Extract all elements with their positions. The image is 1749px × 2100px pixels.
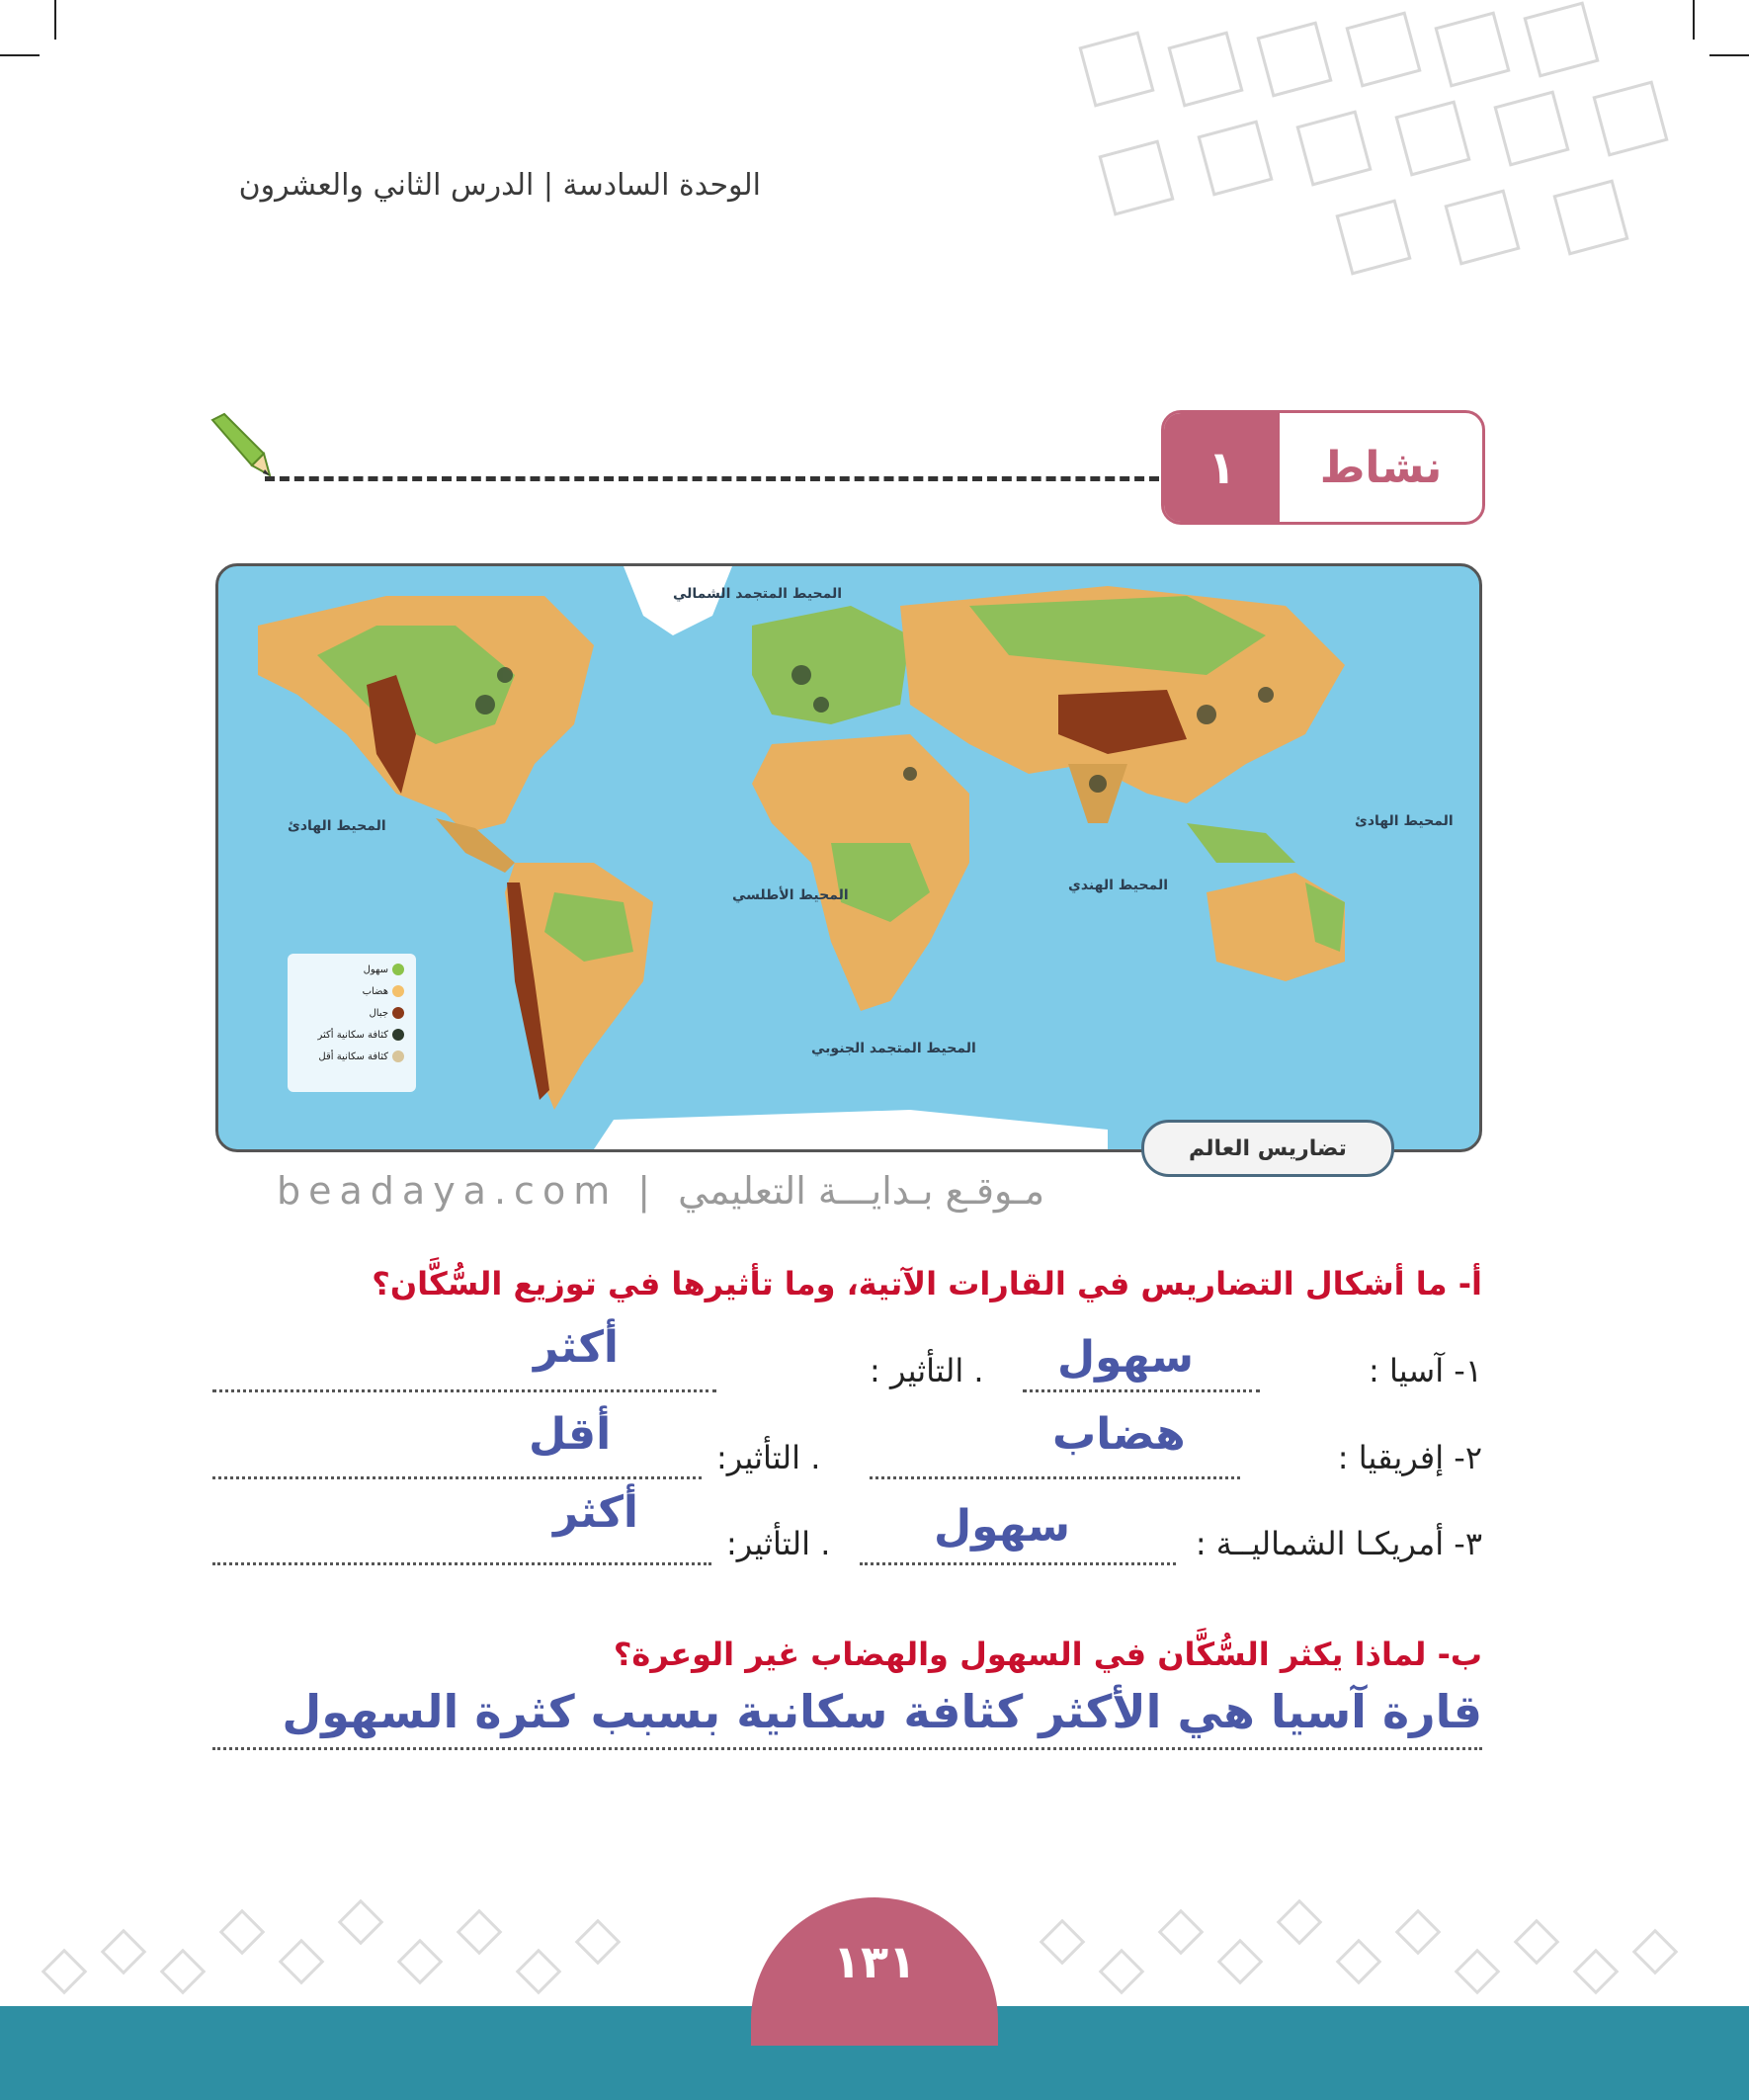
handwritten-answer: أكثر xyxy=(534,1322,620,1373)
pencil-icon xyxy=(203,410,272,479)
ocean-label-southern: المحيط المتجمد الجنوبي xyxy=(811,1041,976,1056)
crop-mark xyxy=(0,54,40,56)
ocean-label-atlantic: المحيط الأطلسي xyxy=(732,887,849,903)
question-a-title: أ- ما أشكال التضاريس في القارات الآتية، وما تأثيرها في توزيع السُّكَّان؟ xyxy=(372,1265,1482,1302)
activity-number: ١ xyxy=(1164,413,1280,522)
activity-label: نشاط xyxy=(1319,442,1443,493)
legend-item: كثافة سكانية أكثر xyxy=(295,1029,404,1041)
row-effect-label: . التأثير : xyxy=(870,1352,984,1389)
ocean-label-indian: المحيط الهندي xyxy=(1068,878,1169,893)
blank-line xyxy=(212,1389,716,1392)
legend-swatch xyxy=(392,964,404,975)
watermark-text: beadaya.com | مـوقـع بـدايـــة التعليمي xyxy=(277,1169,1045,1213)
map-legend xyxy=(288,954,416,1092)
row-effect-label: . التأثير: xyxy=(726,1525,831,1562)
crop-mark xyxy=(54,0,56,40)
question-b-title: ب- لماذا يكثر السُّكَّان في السهول والهضاب غير الوعرة؟ xyxy=(613,1636,1482,1673)
activity-badge xyxy=(1161,410,1485,525)
row-label: ٢- إفريقيا : xyxy=(1337,1439,1482,1476)
answer-row-1 xyxy=(212,1322,1482,1403)
breadcrumb: الوحدة السادسة | الدرس الثاني والعشرون xyxy=(238,168,761,203)
handwritten-answer: سهول xyxy=(934,1501,1071,1552)
legend-swatch xyxy=(392,1007,404,1019)
world-relief-map xyxy=(215,563,1482,1152)
legend-swatch xyxy=(392,1029,404,1041)
ocean-label-pacific-east: المحيط الهادئ xyxy=(1355,813,1454,829)
legend-swatch xyxy=(392,985,404,997)
legend-item: كثافة سكانية أقل xyxy=(295,1050,404,1062)
handwritten-answer: سهول xyxy=(1057,1332,1195,1383)
row-label: ٣- أمريكـا الشماليــة : xyxy=(1195,1525,1482,1562)
activity-divider xyxy=(265,476,1159,481)
blank-line xyxy=(212,1476,702,1479)
map-caption: تضاريس العالم xyxy=(1141,1120,1394,1177)
legend-swatch xyxy=(392,1050,404,1062)
blank-line xyxy=(1023,1389,1260,1392)
blank-line xyxy=(212,1747,1482,1750)
row-effect-label: . التأثير: xyxy=(716,1439,821,1476)
answer-row-2 xyxy=(212,1409,1482,1490)
blank-line xyxy=(860,1562,1176,1565)
ocean-label-pacific-west: المحيط الهادئ xyxy=(288,818,386,834)
legend-item: سهول xyxy=(295,964,404,975)
page-number: ١٣١ xyxy=(751,1897,998,2046)
row-label: ١- آسيا : xyxy=(1369,1352,1482,1389)
handwritten-answer: أكثر xyxy=(553,1487,639,1538)
ocean-label-arctic: المحيط المتجمد الشمالي xyxy=(673,586,843,602)
handwritten-answer: أقل xyxy=(529,1409,612,1460)
legend-item: جبال xyxy=(295,1007,404,1019)
decorative-pattern xyxy=(1047,0,1749,326)
handwritten-answer: قارة آسيا هي الأكثر كثافة سكانية بسبب كثرة السهول xyxy=(282,1685,1482,1738)
legend-item: هضاب xyxy=(295,985,404,997)
handwritten-answer: هضاب xyxy=(1052,1409,1186,1460)
blank-line xyxy=(870,1476,1240,1479)
answer-row-3 xyxy=(212,1487,1482,1576)
blank-line xyxy=(212,1562,711,1565)
